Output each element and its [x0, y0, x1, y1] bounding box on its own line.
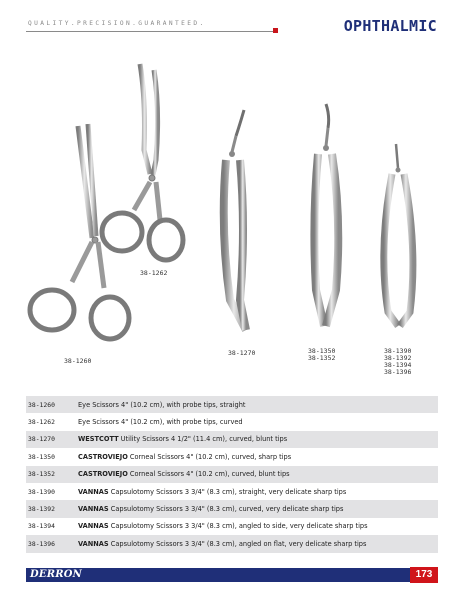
product-brand: VANNAS — [78, 522, 109, 531]
table-row — [26, 466, 438, 483]
product-description — [78, 505, 438, 513]
product-brand: CASTROVIEJO — [78, 452, 128, 461]
table-row — [26, 483, 438, 500]
product-code: 38-1260 — [28, 400, 55, 409]
figure-label-38-1392: 38-1392 — [384, 354, 412, 362]
table-row — [26, 448, 438, 465]
product-table — [26, 396, 438, 553]
product-code: 38-1352 — [28, 470, 55, 479]
product-code: 38-1262 — [28, 418, 55, 427]
product-code: 38-1270 — [28, 435, 55, 444]
product-description — [78, 453, 438, 461]
product-brand: WESTCOTT — [78, 435, 119, 444]
table-row — [26, 396, 438, 413]
product-desc-text: Utility Scissors 4 1/2" (11.4 cm), curved, blunt tips — [118, 435, 288, 444]
figure-label-38-1270: 38-1270 — [228, 349, 256, 357]
product-description — [78, 401, 438, 409]
product-desc-text: Eye Scissors 4" (10.2 cm), with probe tips, curved — [78, 418, 243, 427]
footer-bar — [26, 568, 438, 582]
product-code: 38-1396 — [28, 539, 55, 548]
product-code: 38-1392 — [28, 505, 55, 514]
figure-label-38-1352: 38-1352 — [308, 354, 336, 362]
page-number: 173 — [410, 567, 438, 583]
product-desc-text: Capsulotomy Scissors 3 3/4" (8.3 cm), curved, very delicate sharp tips — [108, 505, 344, 514]
tagline: QUALITY.PRECISION.GUARANTEED. — [28, 20, 206, 27]
castroviejo-scissors-image — [314, 104, 338, 326]
product-desc-text: Corneal Scissors 4" (10.2 cm), curved, blunt tips — [127, 470, 290, 479]
product-description — [78, 418, 438, 426]
product-desc-text: Capsulotomy Scissors 3 3/4" (8.3 cm), angled on flat, very delicate sharp tips — [108, 539, 367, 548]
figure-label-38-1262: 38-1262 — [140, 269, 168, 277]
figure-label-38-1394: 38-1394 — [384, 361, 412, 369]
figure-label-38-1390: 38-1390 — [384, 347, 412, 355]
westcott-scissors-image — [224, 110, 246, 330]
product-desc-text: Capsulotomy Scissors 3 3/4" (8.3 cm), angled to side, very delicate sharp tips — [108, 522, 368, 531]
figure-label-38-1396: 38-1396 — [384, 368, 412, 376]
vannas-scissors-image — [384, 144, 413, 326]
product-desc-text: Eye Scissors 4" (10.2 cm), with probe tips, straight — [78, 400, 246, 409]
product-description — [78, 435, 438, 443]
product-description — [78, 488, 438, 496]
product-desc-text: Capsulotomy Scissors 3 3/4" (8.3 cm), straight, very delicate sharp tips — [108, 487, 347, 496]
eye-scissors-straight-image — [30, 124, 129, 339]
product-code: 38-1390 — [28, 487, 55, 496]
product-brand: VANNAS — [78, 505, 109, 514]
table-row — [26, 535, 438, 552]
product-code: 38-1394 — [28, 522, 55, 531]
figure-label-38-1260: 38-1260 — [64, 357, 92, 365]
table-row — [26, 500, 438, 517]
product-description — [78, 540, 438, 548]
product-code: 38-1350 — [28, 452, 55, 461]
table-row — [26, 431, 438, 448]
table-row — [26, 413, 438, 430]
product-description — [78, 470, 438, 478]
eye-scissors-curved-image — [102, 64, 183, 260]
product-description — [78, 522, 438, 530]
product-brand: CASTROVIEJO — [78, 470, 128, 479]
section-title: OPHTHALMIC — [343, 17, 437, 35]
product-brand: VANNAS — [78, 487, 109, 496]
product-brand: VANNAS — [78, 539, 109, 548]
derron-logo: DERRON — [30, 569, 82, 580]
figure-label-38-1350: 38-1350 — [308, 347, 336, 355]
table-row — [26, 518, 438, 535]
product-desc-text: Corneal Scissors 4" (10.2 cm), curved, sharp tips — [127, 452, 292, 461]
